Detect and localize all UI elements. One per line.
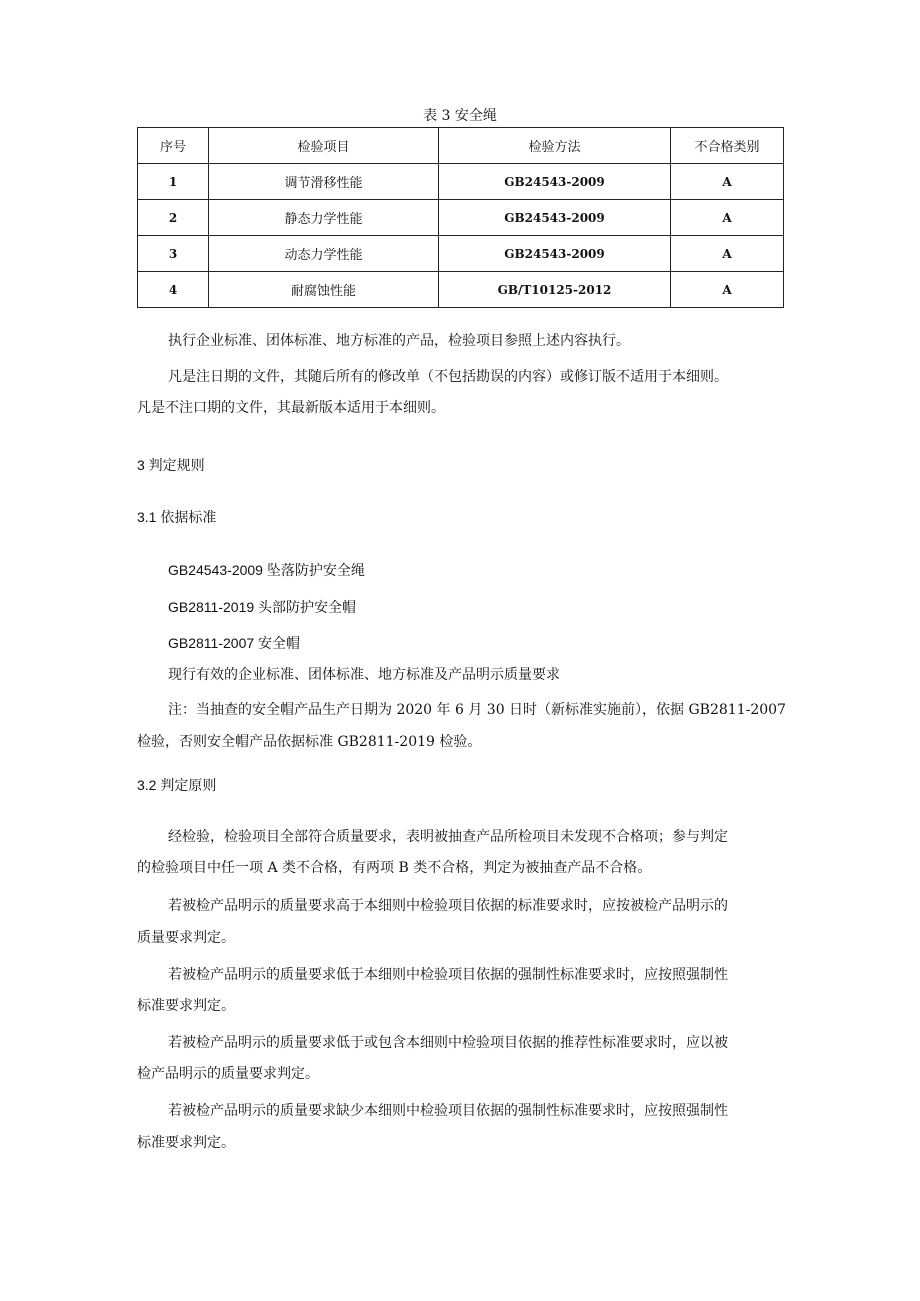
standard-item: GB2811-2019 头部防护安全帽 (168, 599, 357, 615)
table-caption: 表 3 安全绳 (423, 108, 497, 124)
rule5-line1: 若被检产品明示的质量要求缺少本细则中检验项目依据的强制性标准要求时，应按照强制性 (168, 1103, 728, 1119)
paragraph-dated-docs-line1: 凡是注日期的文件，其随后所有的修改单（不包括勘误的内容）或修订版不适用于本细则。 (168, 369, 728, 385)
header-method: 检验方法 (439, 128, 671, 164)
rule3-line1: 若被检产品明示的质量要求低于本细则中检验项目依据的强制性标准要求时，应按照强制性 (168, 967, 728, 983)
section-3-2-title: 3.2 判定原则 (137, 777, 217, 793)
table-header-row (138, 128, 784, 164)
cell-item: 调节滑移性能 (209, 164, 439, 200)
standard-item: GB24543-2009 坠落防护安全绳 (168, 562, 365, 578)
rule5-line2: 标准要求判定。 (137, 1135, 235, 1151)
cell-no: 3 (138, 236, 209, 272)
cell-method: GB24543-2009 (439, 164, 671, 200)
cell-no: 4 (138, 272, 209, 308)
cell-item: 静态力学性能 (209, 200, 439, 236)
table-row (138, 164, 784, 200)
paragraph-enterprise-standards: 执行企业标准、团体标准、地方标准的产品，检验项目参照上述内容执行。 (168, 333, 630, 349)
cell-category: A (671, 164, 784, 200)
section-3-1-title: 3.1 依据标准 (137, 509, 217, 525)
cell-method: GB/T10125-2012 (439, 272, 671, 308)
table-row (138, 272, 784, 308)
cell-method: GB24543-2009 (439, 236, 671, 272)
cell-category: A (671, 200, 784, 236)
note-line1: 注：当抽查的安全帽产品生产日期为 2020 年 6 月 30 日时（新标准实施前），依据 GB2811-2007 (168, 702, 786, 718)
cell-category: A (671, 272, 784, 308)
cell-no: 1 (138, 164, 209, 200)
standard-item: 现行有效的企业标准、团体标准、地方标准及产品明示质量要求 (168, 667, 560, 683)
rule1-line1: 经检验，检验项目全部符合质量要求，表明被抽查产品所检项目未发现不合格项；参与判定 (168, 829, 728, 845)
rule2-line1: 若被检产品明示的质量要求高于本细则中检验项目依据的标准要求时，应按被检产品明示的 (168, 898, 728, 914)
rule1-line2: 的检验项目中任一项 A 类不合格，有两项 B 类不合格，判定为被抽查产品不合格。 (137, 860, 652, 876)
cell-no: 2 (138, 200, 209, 236)
cell-method: GB24543-2009 (439, 200, 671, 236)
rule4-line2: 检产品明示的质量要求判定。 (137, 1066, 319, 1082)
note-line2: 检验，否则安全帽产品依据标准 GB2811-2019 检验。 (137, 734, 482, 750)
cell-item: 耐腐蚀性能 (209, 272, 439, 308)
header-no: 序号 (138, 128, 209, 164)
rule4-line1: 若被检产品明示的质量要求低于或包含本细则中检验项目依据的推荐性标准要求时，应以被 (168, 1035, 728, 1051)
cell-category: A (671, 236, 784, 272)
rule3-line2: 标准要求判定。 (137, 998, 235, 1014)
standard-item: GB2811-2007 安全帽 (168, 635, 301, 651)
cell-item: 动态力学性能 (209, 236, 439, 272)
header-item: 检验项目 (209, 128, 439, 164)
section-3-title: 3 判定规则 (137, 457, 205, 473)
paragraph-dated-docs-line2: 凡是不注口期的文件，其最新版本适用于本细则。 (137, 400, 445, 416)
rule2-line2: 质量要求判定。 (137, 930, 235, 946)
table-row (138, 200, 784, 236)
table-row (138, 236, 784, 272)
inspection-table (137, 127, 784, 308)
header-category: 不合格类别 (671, 128, 784, 164)
